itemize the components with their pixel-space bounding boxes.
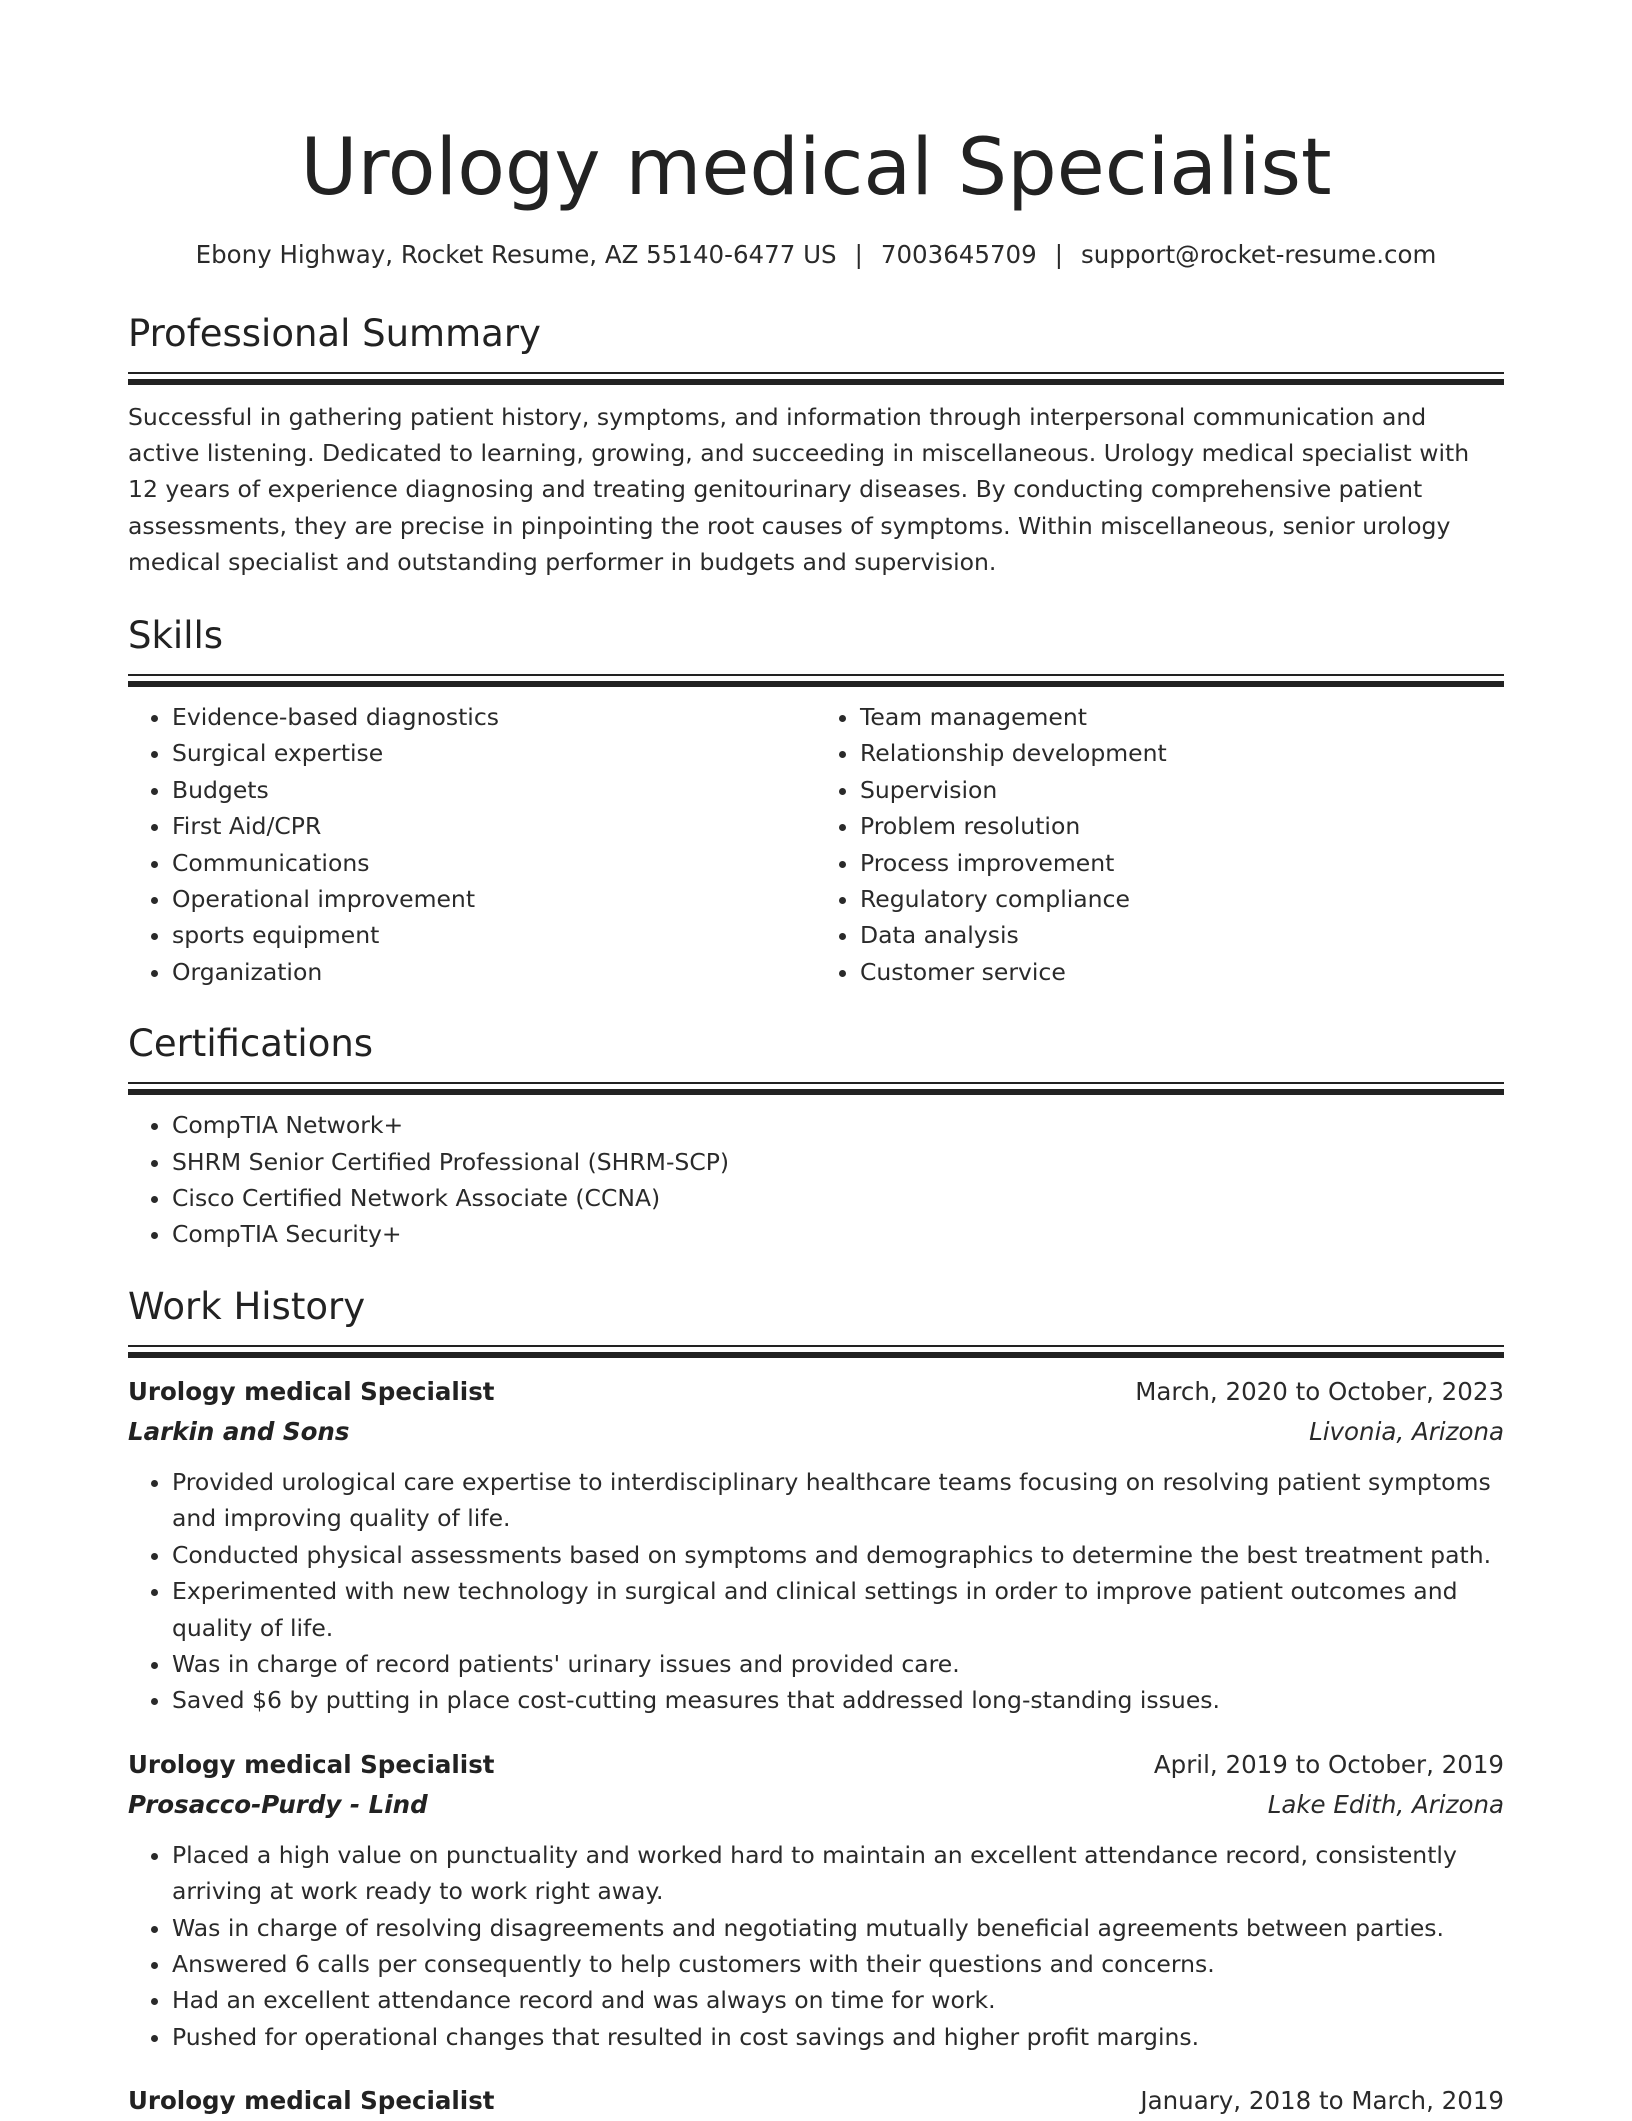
job-company: Larkin and Sons — [128, 1416, 350, 1446]
skills-section — [128, 612, 1504, 990]
skill-item: • First Aid/CPR — [172, 808, 816, 844]
job-header — [128, 2081, 1504, 2121]
certification-item: • CompTIA Security+ — [172, 1216, 1504, 1252]
skill-item: • Operational improvement — [172, 881, 816, 917]
certifications-list — [128, 1107, 1504, 1253]
job-location: Lake Edith, Arizona — [1267, 1789, 1504, 1819]
job-entry — [128, 1372, 1504, 1719]
job-subheader — [128, 1412, 1504, 1452]
section-divider — [128, 1345, 1504, 1358]
job-location: Livonia, Arizona — [1309, 1416, 1504, 1446]
skill-item: • Surgical expertise — [172, 735, 816, 771]
job-bullet: • Was in charge of record patients' urinary issues and provided care. — [172, 1646, 1504, 1682]
skill-item: • Budgets — [172, 772, 816, 808]
skill-item: • Customer service — [860, 954, 1504, 990]
job-bullet: • Saved $6 by putting in place cost-cutting measures that addressed long-standing issues. — [172, 1682, 1504, 1718]
section-heading-work-history: Work History — [128, 1284, 366, 1328]
skill-item: • Team management — [860, 699, 1504, 735]
job-bullets — [128, 1464, 1504, 1719]
job-company: Prosacco-Purdy - Lind — [128, 1789, 428, 1819]
job-bullet: • Experimented with new technology in surgical and clinical settings in order to improve patient outcomes and quality of life. — [172, 1573, 1504, 1646]
section-divider — [128, 372, 1504, 385]
skill-item: • Relationship development — [860, 735, 1504, 771]
skill-item: • sports equipment — [172, 917, 816, 953]
skill-item: • Process improvement — [860, 845, 1504, 881]
skill-item: • Problem resolution — [860, 808, 1504, 844]
skills-list-left — [128, 699, 816, 990]
job-title: Urology medical Specialist — [128, 1749, 495, 1779]
job-entry — [128, 1745, 1504, 2055]
section-heading-skills: Skills — [128, 614, 224, 658]
section-divider — [128, 1082, 1504, 1095]
section-heading-certifications: Certifications — [128, 1022, 374, 1066]
certification-item: • Cisco Certified Network Associate (CCNA) — [172, 1180, 1504, 1216]
summary-section — [128, 310, 1504, 580]
job-bullets — [128, 1837, 1504, 2055]
contact-separator: | — [854, 240, 863, 269]
skill-item: • Communications — [172, 845, 816, 881]
contact-separator: | — [1054, 240, 1064, 269]
skill-item: • Data analysis — [860, 917, 1504, 953]
job-dates: April, 2019 to October, 2019 — [1153, 1749, 1504, 1779]
certification-item: • SHRM Senior Certified Professional (SHRM-SCP) — [172, 1144, 1504, 1180]
job-title: Urology medical Specialist — [128, 2086, 495, 2116]
certification-item: • CompTIA Network+ — [172, 1107, 1504, 1143]
job-dates: March, 2020 to October, 2023 — [1135, 1376, 1504, 1406]
job-bullet: • Placed a high value on punctuality and worked hard to maintain an excellent attendance record, consistently arriving at work ready to work right away. — [172, 1837, 1504, 1910]
job-bullet: • Conducted physical assessments based on symptoms and demographics to determine the best treatment path. — [172, 1537, 1504, 1573]
skill-item: • Regulatory compliance — [860, 881, 1504, 917]
job-bullet: • Provided urological care expertise to interdisciplinary healthcare teams focusing on resolving patient symptoms and improving quality of life. — [172, 1464, 1504, 1537]
skills-list-right — [816, 699, 1504, 990]
job-bullet: • Had an excellent attendance record and was always on time for work. — [172, 1982, 1504, 2018]
job-bullet: • Answered 6 calls per consequently to help customers with their questions and concerns. — [172, 1946, 1504, 1982]
job-header — [128, 1745, 1504, 1785]
contact-line — [128, 238, 1504, 272]
job-bullet: • Was in charge of resolving disagreements and negotiating mutually beneficial agreements between parties. — [172, 1910, 1504, 1946]
job-bullet: • Pushed for operational changes that resulted in cost savings and higher profit margins. — [172, 2019, 1504, 2055]
resume-page — [128, 0, 1504, 2121]
contact-address: Ebony Highway, Rocket Resume, AZ 55140-6477 US — [195, 240, 837, 269]
resume-title: Urology medical Specialist — [300, 123, 1332, 213]
section-divider — [128, 674, 1504, 687]
job-entry — [128, 2081, 1504, 2121]
job-dates: January, 2018 to March, 2019 — [1140, 2086, 1504, 2116]
job-header — [128, 1372, 1504, 1412]
section-heading-summary: Professional Summary — [128, 312, 541, 355]
contact-email[interactable]: support@rocket-resume.com — [1081, 240, 1437, 269]
certifications-section — [128, 1020, 1504, 1253]
work-history-section — [128, 1283, 1504, 2121]
contact-phone: 7003645709 — [880, 240, 1037, 269]
job-title: Urology medical Specialist — [128, 1376, 495, 1406]
job-subheader — [128, 1785, 1504, 1825]
skill-item: • Organization — [172, 954, 816, 990]
skill-item: • Supervision — [860, 772, 1504, 808]
skills-grid — [128, 699, 1504, 990]
skill-item: • Evidence-based diagnostics — [172, 699, 816, 735]
summary-text: Successful in gathering patient history, symptoms, and information through interpersonal communication and active listening. Dedicated to learning, growing, and succeeding in miscellaneous. Urology medical specialist with 12 years of experience diagnosing and treating genitourinary diseases. By conducting comprehensive patient assessments, they are precise in pinpointing the root causes of symptoms. Within miscellaneous, senior urology medical specialist and outstanding performer in budgets and supervision. — [128, 403, 1470, 576]
